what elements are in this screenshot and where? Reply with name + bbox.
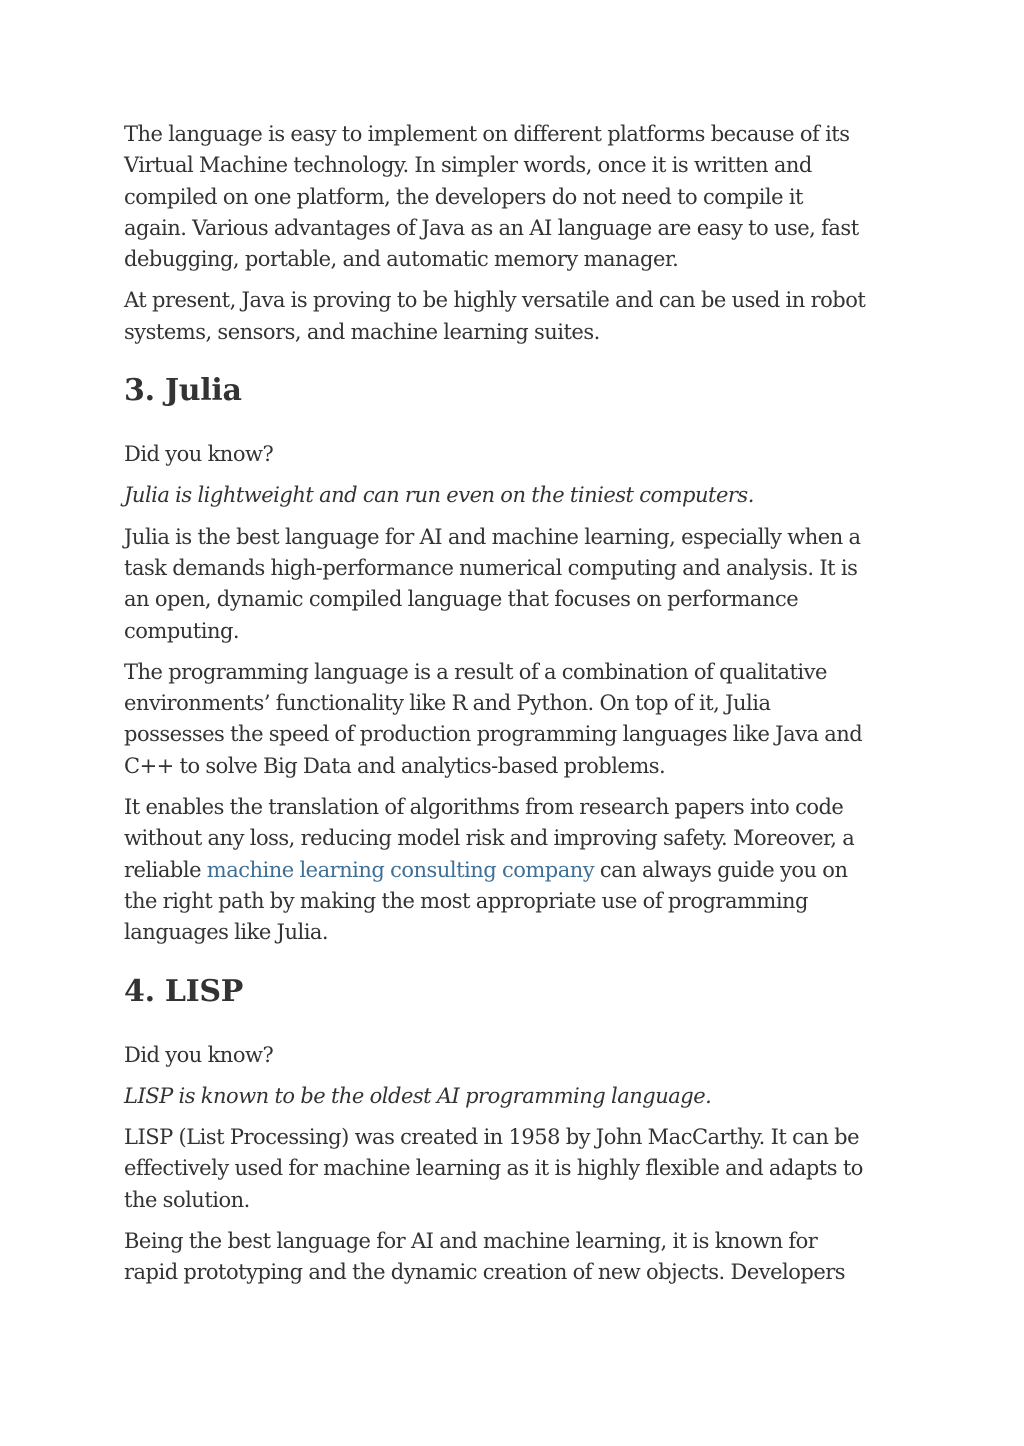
julia-paragraph-3 — [124, 792, 914, 948]
julia-fact — [124, 480, 914, 511]
text-line-with-link — [124, 855, 914, 886]
text-line: effectively used for machine learning as it is highly flexible and adapts to — [124, 1156, 863, 1181]
text-line: Did you know? — [124, 1042, 274, 1067]
java-paragraph-1 — [124, 119, 914, 275]
text-line: LISP is known to be the oldest AI programming language. — [124, 1083, 712, 1108]
text-line: again. Various advantages of Java as an AI language are easy to use, fast — [124, 215, 859, 240]
text-line: languages like Julia. — [124, 920, 329, 945]
julia-paragraph-1 — [124, 522, 914, 647]
text-line: without any loss, reducing model risk and improving safety. Moreover, a — [124, 826, 855, 851]
text-line: the solution. — [124, 1187, 250, 1212]
text-line: Did you know? — [124, 442, 274, 467]
text-line: the right path by making the most appropriate use of programming — [124, 888, 808, 913]
text-line: Virtual Machine technology. In simpler words, once it is written and — [124, 153, 812, 178]
text-line: It enables the translation of algorithms from research papers into code — [124, 795, 844, 820]
document-page — [124, 119, 914, 1299]
text-fragment: reliable — [124, 857, 207, 882]
text-line: systems, sensors, and machine learning suites. — [124, 319, 600, 344]
lisp-paragraph-1 — [124, 1122, 914, 1216]
text-line: At present, Java is proving to be highly versatile and can be used in robot — [124, 288, 866, 313]
text-line: Julia is the best language for AI and machine learning, especially when a — [124, 524, 861, 549]
text-line: computing. — [124, 618, 240, 643]
text-line: an open, dynamic compiled language that focuses on performance — [124, 587, 799, 612]
lisp-heading: 4. LISP — [124, 973, 244, 1009]
consulting-company-link[interactable]: machine learning consulting company — [206, 857, 595, 882]
lisp-did-you-know — [124, 1040, 914, 1071]
text-line: rapid prototyping and the dynamic creation of new objects. Developers — [124, 1260, 846, 1285]
text-fragment: can always guide you on — [594, 857, 848, 882]
text-line: task demands high-performance numerical computing and analysis. It is — [124, 555, 858, 580]
java-paragraph-2 — [124, 285, 914, 348]
text-line: The language is easy to implement on different platforms because of its — [124, 122, 850, 146]
text-line: Being the best language for AI and machine learning, it is known for — [124, 1229, 818, 1254]
text-line: compiled on one platform, the developers do not need to compile it — [124, 184, 803, 209]
julia-paragraph-2 — [124, 657, 914, 782]
lisp-fact — [124, 1081, 914, 1112]
text-line: The programming language is a result of a combination of qualitative — [124, 659, 827, 684]
text-line: possesses the speed of production programming languages like Java and — [124, 722, 863, 747]
text-line: LISP (List Processing) was created in 1958 by John MacCarthy. It can be — [124, 1125, 860, 1150]
lisp-paragraph-2 — [124, 1226, 914, 1289]
text-line: C++ to solve Big Data and analytics-based problems. — [124, 753, 666, 778]
text-line: environments’ functionality like R and Python. On top of it, Julia — [124, 691, 771, 716]
text-line: Julia is lightweight and can run even on the tiniest computers. — [124, 483, 754, 508]
julia-did-you-know — [124, 439, 914, 470]
julia-heading: 3. Julia — [124, 373, 242, 409]
text-line: debugging, portable, and automatic memory manager. — [124, 247, 679, 272]
